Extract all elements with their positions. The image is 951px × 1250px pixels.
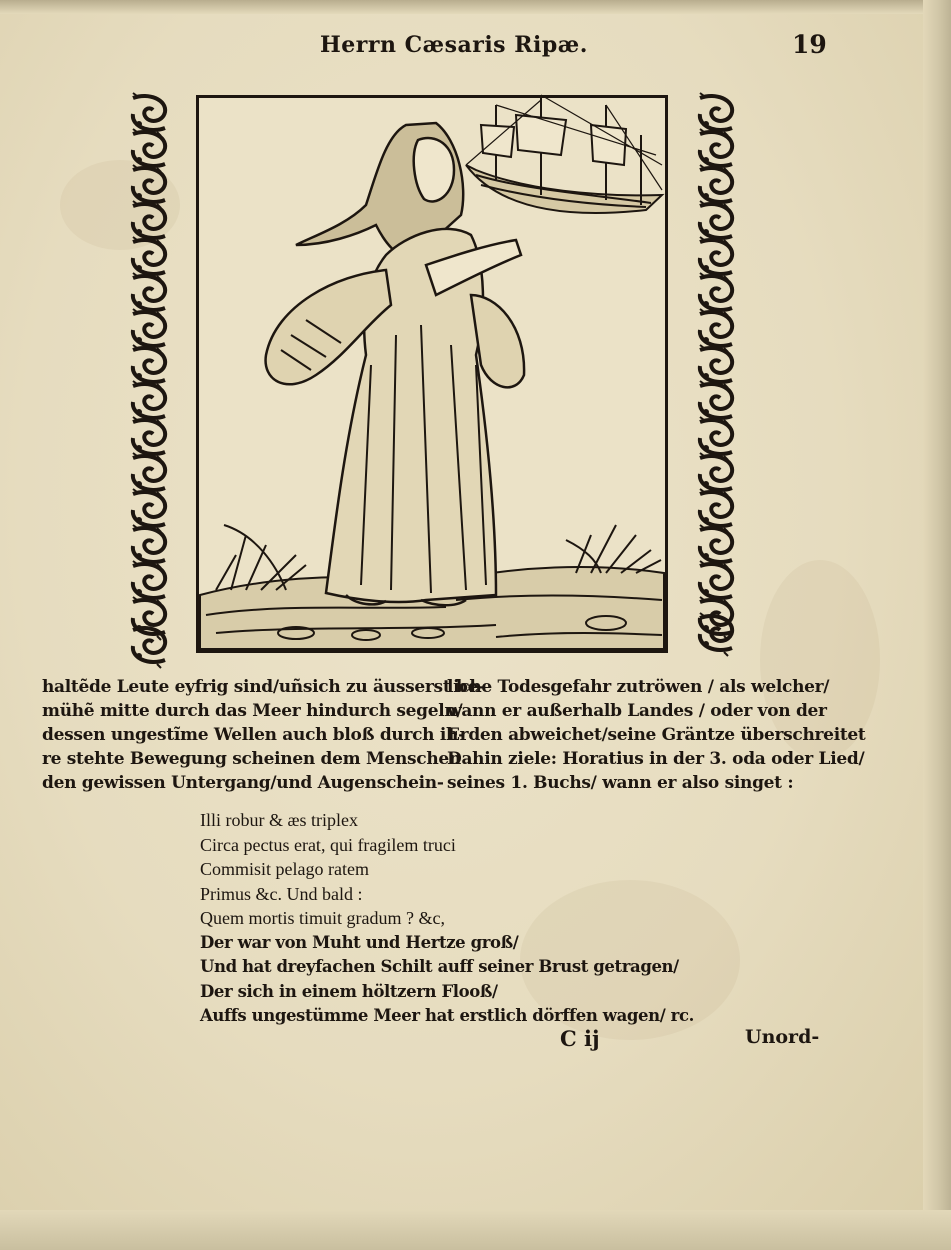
page-top-edge — [0, 0, 951, 14]
page-number: 19 — [792, 30, 827, 59]
ornamental-border-right — [694, 92, 738, 652]
text-line: mühẽ mitte durch das Meer hindurch segeln/ — [42, 701, 463, 721]
verse-line: Auffs ungestümme Meer hat erstlich dörffen wagen/ rc. — [200, 1006, 694, 1025]
running-head: Herrn Cæsaris Ripæ. — [320, 32, 588, 58]
verse-line: Circa pectus erat, qui fragilem truci — [200, 834, 456, 855]
ornamental-border-left — [127, 90, 171, 665]
verse-line: Quem mortis timuit gradum ? &c, — [200, 908, 445, 928]
text-line: den gewissen Untergang/und Augenschein- — [42, 773, 444, 793]
page-bottom-edge — [0, 1210, 951, 1250]
body-text-right-column — [447, 675, 866, 795]
verse-line: Primus &c. Und bald : — [200, 883, 363, 904]
text-line: Erden abweichet/seine Gräntze überschreitet — [447, 725, 866, 745]
catchword: Unord- — [745, 1026, 820, 1048]
text-line: re stehte Bewegung scheinen dem Menschen — [42, 749, 461, 769]
text-line: seines 1. Buchs/ wann er also singet : — [447, 773, 794, 793]
body-text-left-column — [42, 675, 485, 795]
page-right-edge — [923, 0, 951, 1250]
text-line: liche Todesgefahr zutröwen / als welcher/ — [447, 677, 830, 697]
signature-mark: C ij — [560, 1026, 600, 1051]
verse-quotation — [200, 808, 700, 1029]
verse-line: Commisit pelago ratem — [200, 859, 369, 879]
verse-line: Illi robur & æs triplex — [200, 810, 358, 830]
text-line: dessen ungestĩme Wellen auch bloß durch ih- — [42, 725, 465, 745]
text-line: haltẽde Leute eyfrig sind/uñsich zu äusserst be- — [42, 677, 485, 697]
text-line: wann er außerhalb Landes / oder von der — [447, 701, 827, 721]
verse-line: Der war von Muht und Hertze groß/ — [200, 932, 519, 952]
woodcut-illustration — [196, 95, 668, 653]
text-line: Dahin ziele: Horatius in der 3. oda oder Lied/ — [447, 749, 865, 769]
verse-line: Der sich in einem höltzern Flooß/ — [200, 981, 498, 1001]
verse-line: Und hat dreyfachen Schilt auff seiner Brust getragen/ — [200, 957, 679, 976]
